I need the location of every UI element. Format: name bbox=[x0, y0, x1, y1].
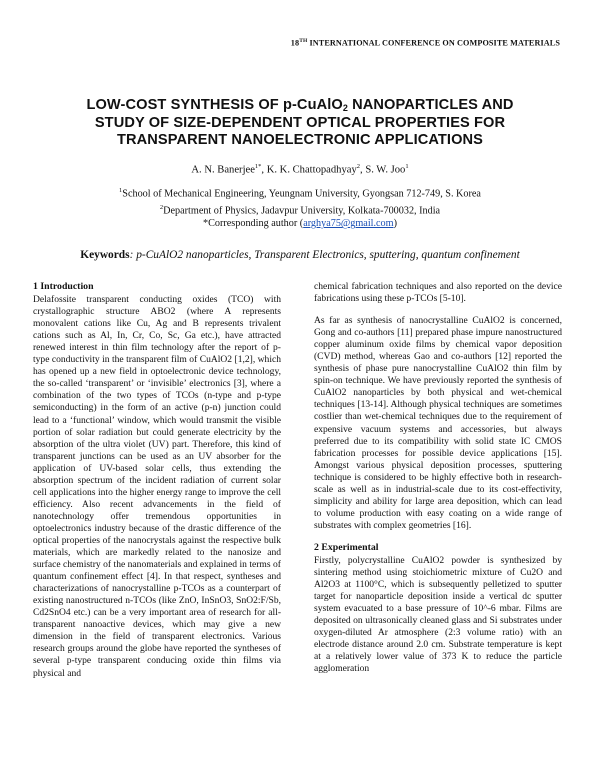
corresponding-prefix: *Corresponding author ( bbox=[203, 218, 304, 230]
author-2-mark: 2 bbox=[356, 163, 361, 170]
author-3-mark: 1 bbox=[405, 163, 409, 170]
conference-number: 18 bbox=[290, 38, 300, 48]
title-line-2: STUDY OF SIZE-DEPENDENT OPTICAL PROPERTIES FOR bbox=[94, 114, 506, 131]
conference-header bbox=[0, 38, 560, 48]
author-list bbox=[0, 163, 600, 176]
paper-title bbox=[40, 97, 560, 150]
affiliation-1-text: School of Mechanical Engineering, Yeungnam University, Gyongsan 712-749, S. Korea bbox=[122, 188, 481, 200]
experimental-paragraph: Firstly, polycrystalline CuAlO2 powder is synthesized by sintering method using stoichiometric mixture of Cu2O and Al2O3 at 1100°C, which is subsequently pelletized to sputter target for nanoparticle deposition inside a vertical dc sputter system evacuated to a base pressure of 10^-6 mbar. Films are deposited on ultrasonically cleaned glass and Si substrates under oxygen-diluted Ar atmosphere (2:3 volume ratio) with an electrode distance around 2.0 cm. Substrate temperature is kept at a relatively lower value of 373 K to reduce the particle agglomeration bbox=[314, 554, 562, 675]
right-column bbox=[314, 281, 562, 685]
corresponding-author bbox=[0, 217, 600, 230]
affiliation-2-mark: 2 bbox=[159, 203, 164, 211]
experimental-heading: 2 Experimental bbox=[314, 541, 379, 553]
keywords-text: : p-CuAlO2 nanoparticles, Transparent Electronics, sputtering, quantum confinement bbox=[129, 249, 520, 261]
affiliation-1-mark: 1 bbox=[119, 187, 123, 194]
author-1-mark: 1* bbox=[254, 163, 262, 170]
affiliation-2 bbox=[0, 201, 600, 218]
keywords-label: Keywords bbox=[80, 249, 130, 261]
title-part-b: NANOPARTICLES AND bbox=[347, 97, 514, 113]
affiliation-1 bbox=[0, 184, 600, 201]
title-part-a: LOW-COST SYNTHESIS OF p-CuAlO bbox=[86, 97, 343, 113]
intro-continued-paragraph: chemical fabrication techniques and also reported on the device fabrications using these p-TCOs [5-10]. bbox=[314, 281, 562, 305]
title-line-1 bbox=[40, 97, 560, 115]
title-line-3: TRANSPARENT NANOELECTRONIC APPLICATIONS bbox=[116, 132, 484, 148]
affiliations bbox=[0, 184, 600, 230]
author-3: , S. W. Joo bbox=[360, 164, 406, 176]
affiliation-2-text: Department of Physics, Jadavpur University, Kolkata-700032, India bbox=[163, 204, 441, 216]
synthesis-paragraph: As far as synthesis of nanocrystalline CuAlO2 is concerned, Gong and co-authors [11] prepared phase impure nanostructured copper aluminum oxide films by chemical vapor deposition (CVD) method, whereas Gao and co-authors [12] reported the synthesis of phase pure nanocrystalline CuAlO2 thin film by spin-on technique. We have previously reported the synthesis of CuAlO2 nanoparticles by both physical and wet-chemical techniques [13-14]. Although physical techniques are sometimes costlier than wet-chemical techniques due to the requirement of expensive vacuum systems and accessories, but always preferred due to its compatibility with solid state IC CMOS fabrication processes for possible device applications [15]. Amongst various physical deposition processes, sputtering technique is considered to be highly effective both in research-scale as well as in industrial-scale due to its cost-effectivity, simplicity and ability for large area deposition, which can lead to volume production with easy coating on a wide range of substrates with complex geometries [16]. bbox=[314, 315, 562, 531]
keywords-line bbox=[0, 249, 600, 261]
intro-paragraph: Delafossite transparent conducting oxides (TCO) with crystallographic structure ABO2 (where A represents monovalent cations like Cu, Ag and B represents trivalent cations such as Al, In, Cr, Co, Sc, Ga etc.), have attracted renewed interest in thin film technology after the report of p-type conductivity in the transparent film of CuAlO2 [1,2], which has opened up a new field in optoelectronic device technology, the so-called ‘transparent’ or ‘invisible’ electronics [3], where a combination of the two types of TCOs (n-type and p-type semiconducting) in the form of an active (p-n) junction could lead to a ‘functional’ window, which would transmit the visible portion of solar radiation but could generate electricity by the absorption of the ultra violet (UV) part. Therefore, this kind of transparent junctions can be used as an UV absorber for the application of UV-based solar cells, thus extending the absorption spectrum of the incident radiation of current solar cell applications into the higher energy range to improve the cell efficiency. Also recent advancements in the field of nanotechnology offer tremendous opportunities in optoelectronics industry because of the drastic difference of the optical properties of the nanocrystals against the respective bulk materials, which are markedly related to the nanosize and surface chemistry of the nanomaterials and explained in terms of quantum confinement effect [4]. In that respect, syntheses and characterizations of nanocrystalline p-TCOs as a counterpart of existing nanostructured n-TCOs (like ZnO, InSnO3, SnO2:F/Sb, Cd2SnO4 etc.) can be a very important area of research for all-transparent nanoactive devices, which may give a new dimension in the field of transparent electronics. Various research groups around the globe have reported the syntheses of several p-type transparent conducing oxide thin films via physical and bbox=[33, 294, 281, 679]
author-2: , K. K. Chattopadhyay bbox=[261, 164, 357, 176]
conference-name: INTERNATIONAL CONFERENCE ON COMPOSITE MATERIALS bbox=[307, 38, 560, 48]
intro-heading: 1 Introduction bbox=[33, 281, 94, 292]
email-link[interactable]: arghya75@gmail.com bbox=[303, 218, 394, 230]
conference-ordinal: TH bbox=[299, 38, 308, 44]
corresponding-suffix: ) bbox=[393, 218, 397, 230]
left-column bbox=[33, 281, 281, 690]
author-1: A. N. Banerjee bbox=[191, 164, 255, 176]
title-subscript: 2 bbox=[342, 103, 348, 113]
